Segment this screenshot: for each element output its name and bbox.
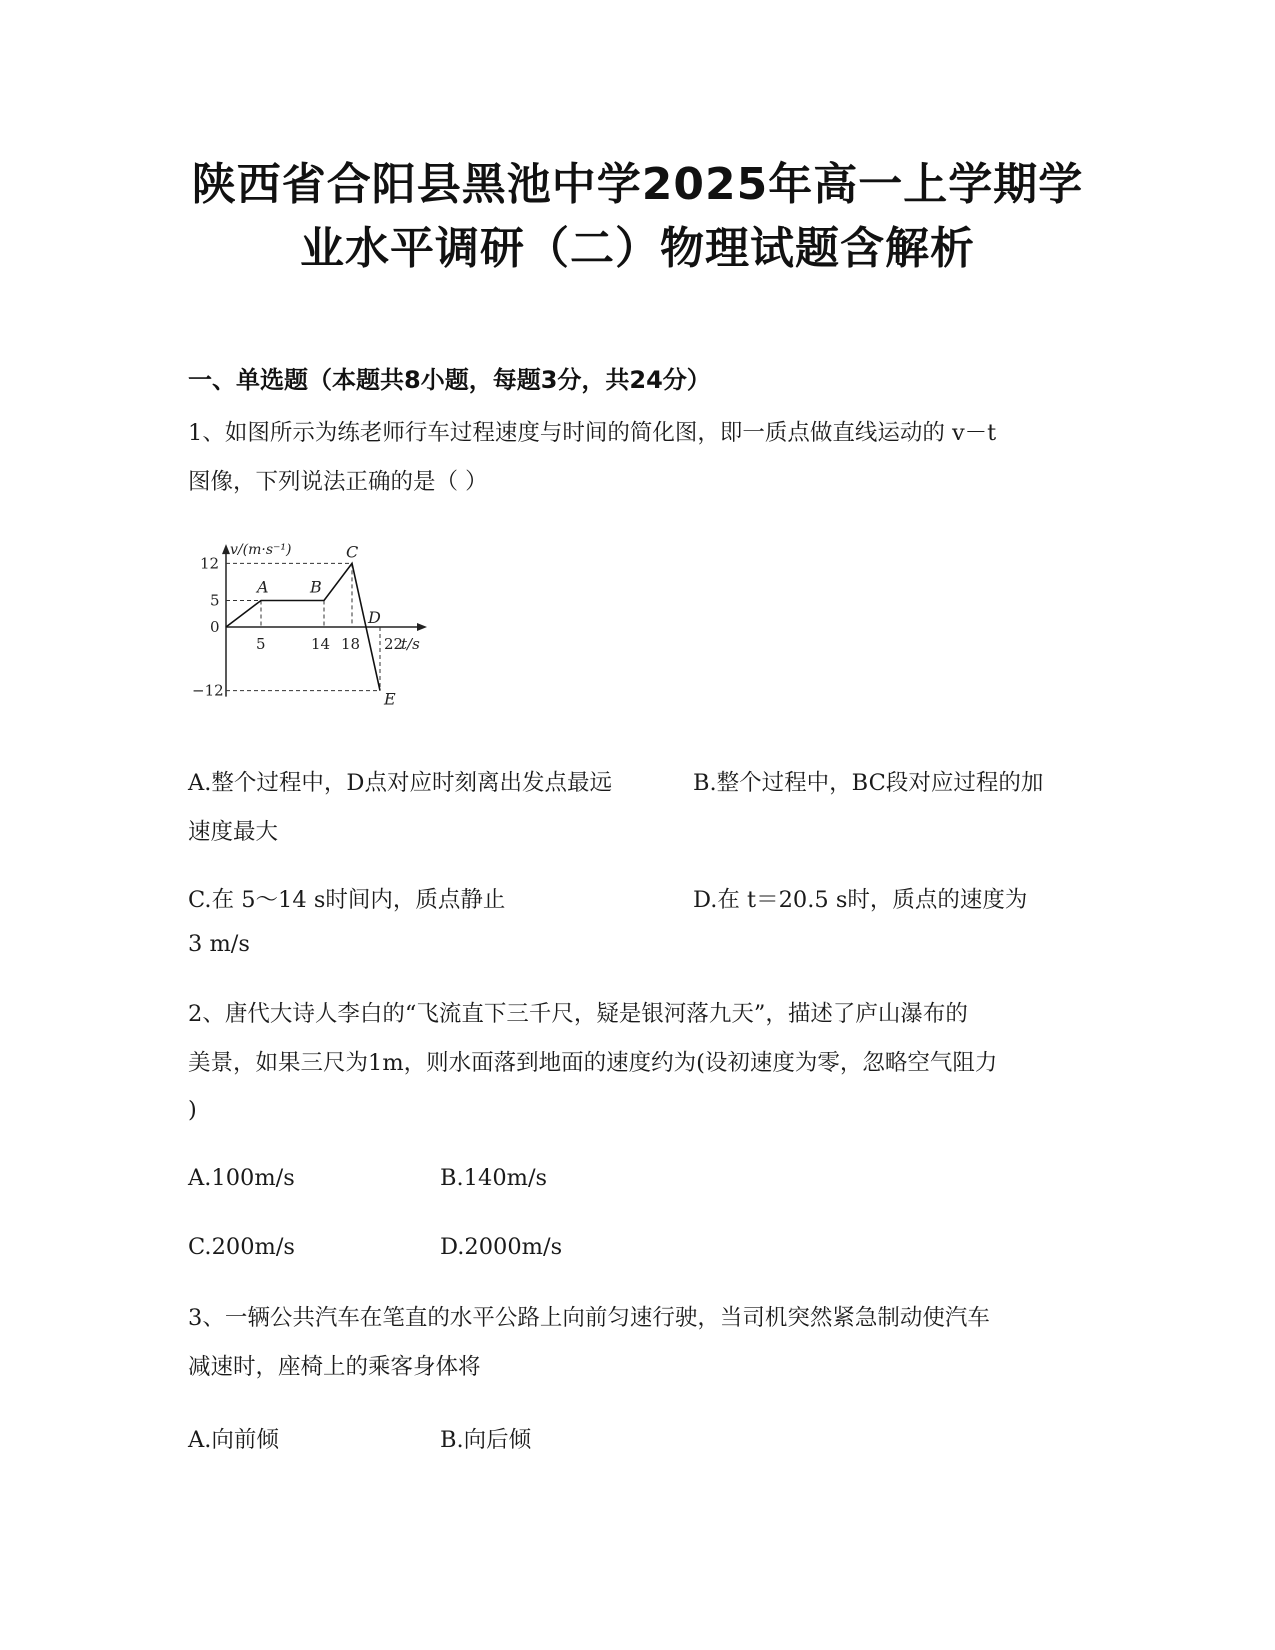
q1-stem-line1: 1、如图所示为练老师行车过程速度与时间的简化图，即一质点做直线运动的 v－t: [188, 420, 997, 446]
q2-stem-line1: 2、唐代大诗人李白的“飞流直下三千尺，疑是银河落九天”，描述了庐山瀑布的: [188, 1001, 968, 1027]
y-tick-5: 5: [210, 591, 220, 610]
document-title-line1: 陕西省合阳县黑池中学2025年高一上学期学: [191, 159, 1084, 210]
q1-option-b: B.整个过程中，BC段对应过程的加: [693, 770, 1044, 796]
document-title-line2: 业水平调研（二）物理试题含解析: [300, 223, 975, 274]
y-tick-0: 0: [210, 618, 220, 636]
point-label-e: E: [384, 689, 396, 709]
section-heading: 一、单选题（本题共8小题，每题3分，共24分）: [188, 366, 711, 394]
point-label-a: A: [257, 577, 269, 597]
q1-option-b-continued: 速度最大: [188, 819, 279, 845]
q1-option-a: A.整个过程中，D点对应时刻离出发点最远: [188, 770, 612, 796]
x-tick-14: 14: [311, 635, 331, 653]
q1-option-c: C.在 5～14 s时间内，质点静止: [188, 887, 506, 913]
q3-option-b: B.向后倾: [440, 1427, 532, 1453]
y-tick-neg12: −12: [192, 681, 224, 700]
y-axis-arrow: [222, 544, 230, 554]
point-label-b: B: [310, 577, 322, 597]
q2-option-c: C.200m/s: [188, 1234, 295, 1260]
x-tick-22: 22: [384, 635, 404, 653]
q1-option-d-continued: 3 m/s: [188, 931, 250, 957]
q1-option-d: D.在 t＝20.5 s时，质点的速度为: [693, 887, 1028, 913]
q3-stem-line1: 3、一辆公共汽车在笔直的水平公路上向前匀速行驶，当司机突然紧急制动使汽车: [188, 1305, 990, 1331]
x-axis-arrow: [417, 623, 427, 631]
y-axis-label: v/(m·s⁻¹): [230, 542, 292, 559]
point-label-c: C: [346, 542, 359, 562]
q2-option-d: D.2000m/s: [440, 1234, 563, 1260]
q2-option-a: A.100m/s: [188, 1165, 295, 1191]
q2-option-b: B.140m/s: [440, 1165, 548, 1191]
q3-stem-line2: 减速时，座椅上的乘客身体将: [188, 1354, 481, 1380]
q2-stem-line3: ): [188, 1097, 197, 1123]
q1-stem-line2: 图像，下列说法正确的是（ ）: [188, 469, 488, 495]
q2-stem-line2: 美景，如果三尺为1m，则水面落到地面的速度约为(设初速度为零，忽略空气阻力: [188, 1050, 998, 1076]
x-tick-5: 5: [256, 635, 266, 653]
q3-option-a: A.向前倾: [188, 1427, 279, 1453]
x-tick-18: 18: [341, 635, 361, 653]
point-label-d: D: [368, 608, 381, 627]
vt-graph: [190, 535, 450, 720]
x-axis-label: t/s: [401, 635, 420, 653]
y-tick-12: 12: [200, 554, 220, 573]
